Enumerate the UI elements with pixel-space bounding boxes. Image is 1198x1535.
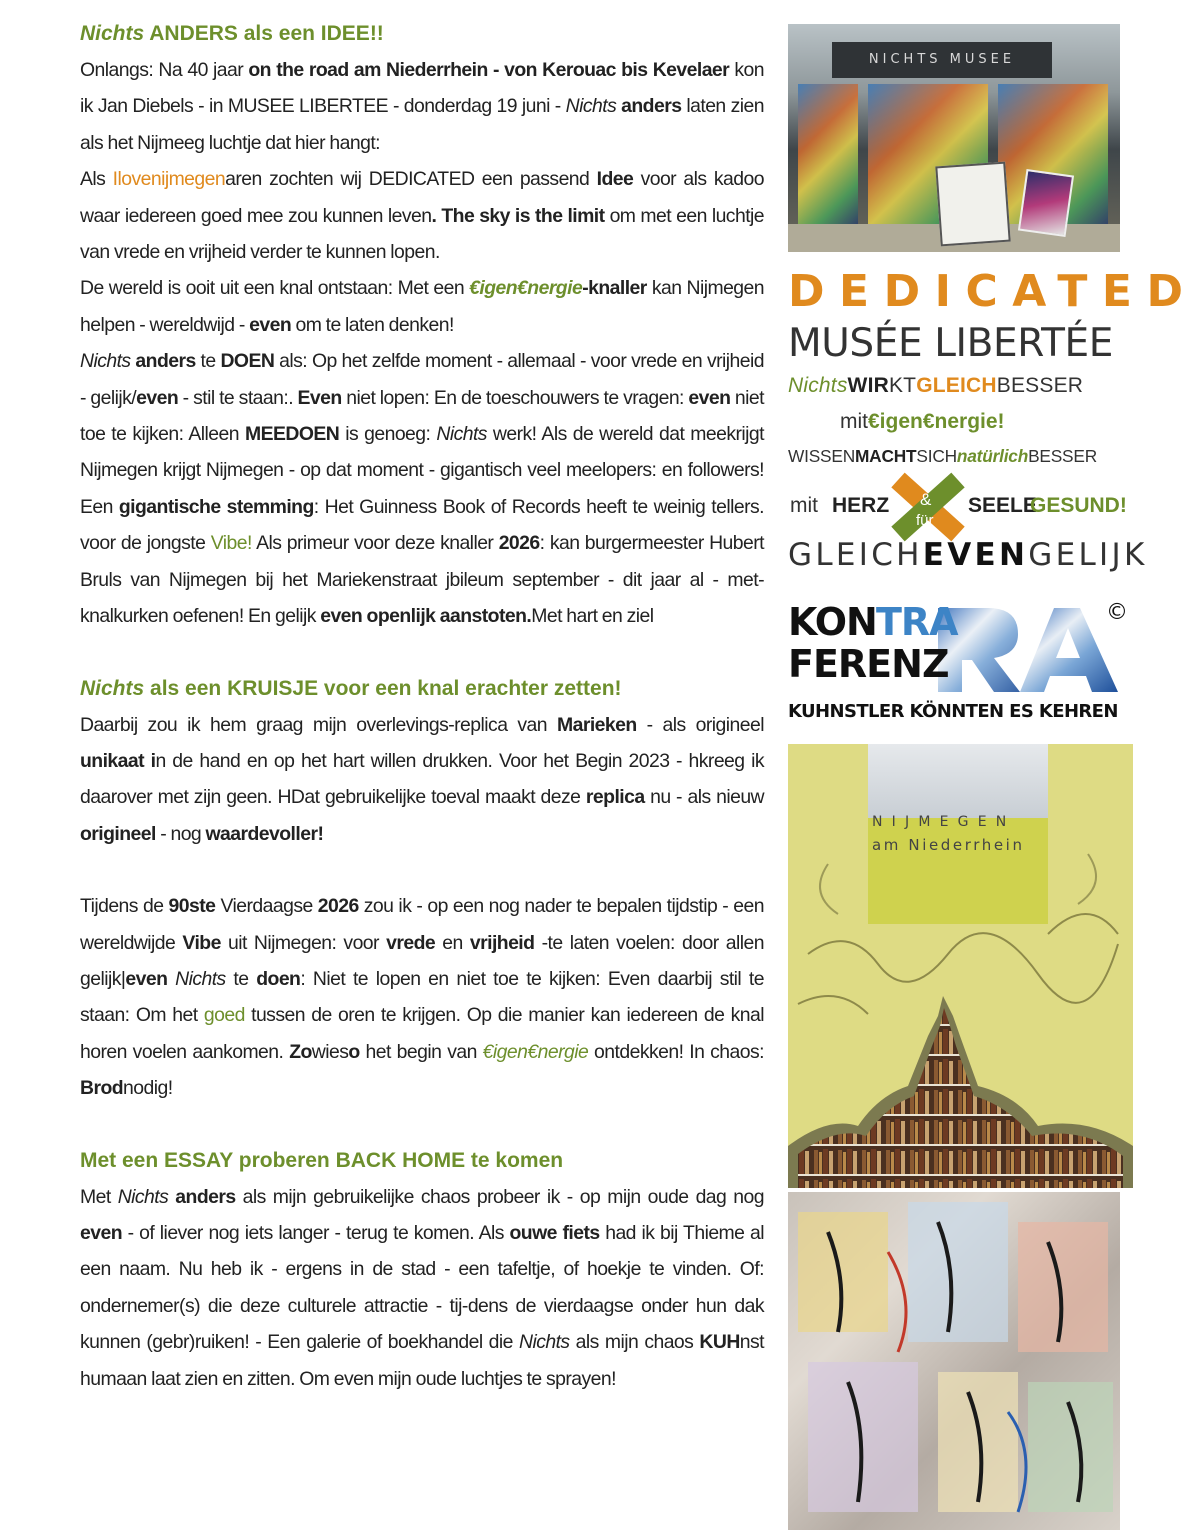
paragraph: Onlangs: Na 40 jaar on the road am Niederrhein - von Kerouac bis Kevelaer kon ik Jan Diebels - in MUSEE LIBERTEE - donderdag 19 juni - Nichts anders laten zien als het Nijmeeg luchtje dat hier hangt:: [80, 59, 764, 154]
article-column: [80, 16, 764, 1397]
spacer: [80, 852, 764, 888]
sidebar-column: [788, 0, 1198, 1531]
poster-sky: [868, 744, 1048, 818]
slogan-mit: mit€igen€nergie!: [840, 410, 1005, 433]
heading-text: als een KRUISJE voor een knal erachter zetten!: [144, 676, 622, 700]
gesund-word: GESUND!: [1030, 494, 1127, 517]
section-heading-2: [80, 671, 764, 707]
kuhnstler-tagline: KUHNSTLER KÖNNTEN ES KEHREN: [788, 701, 1118, 722]
seele-word: SEELE: [968, 494, 1037, 517]
section-heading-3: Met een ESSAY proberen BACK HOME te komen: [80, 1148, 564, 1172]
poster-subtitle: am Niederrhein: [872, 836, 1025, 854]
kon-text: KON: [788, 600, 877, 644]
musee-title: MUSÉE LIBERTÉE: [788, 321, 1114, 366]
paragraph: De wereld is ooit uit een knal ontstaan: Met een €igen€nergie-knaller kan Nijmegen helpen - wereldwijd - even om te laten denken!: [80, 277, 764, 336]
shop-window-left: [798, 84, 858, 224]
slogan-gleich: GLEICHEVENGELIJK: [788, 537, 1148, 573]
herz-word: HERZ: [832, 494, 890, 517]
sign-board: [935, 162, 1010, 247]
poster-board: [1018, 169, 1074, 237]
painting-art-icon: [788, 1192, 1120, 1530]
heading-text: ANDERS als een IDEE!!: [144, 22, 384, 45]
paragraph: Tijdens de 90ste Vierdaagse 2026 zou ik - op een nog nader te bepalen tijdstip - een wereldwijde Vibe uit Nijmegen: voor vrede en vrijheid -te laten voelen: door allen gelijk|even Nichts te doen: Niet te lopen en niet toe te kijken: Even daarbij stil te staan: Om het goed tussen de oren te krijgen. Op die manier kan iedereen de knal horen voelen aankomen. Zowieso het begin van €igen€nergie ontdekken! In chaos: Brodnodig!: [80, 895, 764, 1100]
dedicated-title: DEDICATED: [788, 266, 1198, 317]
library-silhouette-icon: [788, 996, 1133, 1188]
slogan-wissen: WISSENMACHTSICHnatürlichBESSER: [788, 446, 1097, 466]
cross-icon: [890, 476, 966, 538]
shop-photo: [788, 24, 1120, 252]
copyright-icon: ©: [1106, 600, 1128, 625]
paragraph: Daarbij zou ik hem graag mijn overlevings-replica van Marieken - als origineel unikaat in de hand en op het hart willen drukken. Voor het Begin 2023 - hkreeg ik daarover met zijn geen. HDat gebruikelijke toeval maakt deze replica nu - als nieuw origineel - nog waardevoller!: [80, 713, 765, 845]
ferenz-text: FERENZ: [788, 642, 949, 686]
paragraph: Als Ilovenijmegenaren zochten wij DEDICATED een passend Idee voor als kadoo waar iedereen goed mee zou kunnen leven. The sky is the limit om met een luchtje van vrede en vrijheid verder te kunnen lopen.: [80, 168, 765, 264]
slogan-nichts: NichtsWIRKTGLEICHBESSER: [788, 374, 1084, 397]
shop-sign: NICHTS MUSEE: [832, 42, 1052, 78]
ampersand: &: [920, 490, 932, 509]
painting-photo: [788, 1192, 1120, 1530]
poster-title: NIJMEGEN: [872, 814, 1016, 830]
nijmegen-poster: [788, 744, 1133, 1188]
fuer-text: für: [916, 512, 934, 529]
paragraph: Met Nichts anders als mijn gebruikelijke chaos probeer ik - op mijn oude dag nog even - of liever nog iets langer - terug te komen. Als ouwe fiets had ik bij Thieme al een naam. Nu heb ik - ergens in de stad - een tafeltje, of hoekje te vinden. Of: ondernemer(s) die deze culturele attractie - tij-dens de vierdaagse onder hun dak kunnen (gebr)ruiken! - Een galerie of boekhandel die Nichts als mijn chaos KUHnst humaan laat zien en zitten. Om even mijn oude luchtjes te sprayen!: [80, 1185, 764, 1390]
slogan-herz: [788, 476, 1128, 538]
kontraferenz-logo: [788, 600, 1128, 696]
spacer: [80, 635, 764, 671]
heading-italic: Nichts: [80, 22, 145, 45]
tra-text: TRA: [876, 600, 958, 644]
heading-italic: Nichts: [80, 676, 145, 700]
herz-mit: mit: [790, 494, 818, 517]
spacer: [80, 1107, 764, 1143]
paragraph: Nichts anders te DOEN als: Op het zelfde moment - allemaal - voor vrede en vrijheid - gelijk/even - stil te staan:. Even niet lopen: En de toeschouwers te vragen: even niet toe te kijken: Alleen MEEDOEN is genoeg: Nichts werk! Als de wereld dat meekrijgt Nijmegen krijgt Nijmegen - op dat moment - gigantisch veel meelopers: en followers! Een gigantische stemming: Het Guinness Book of Records heeft te weinig tellers. voor de jongste Vibe! Als primeur voor deze knaller 2026: kan burgermeester Hubert Bruls van Nijmegen bij het Mariekenstraat jbileum september - dit jaar al - met-knalkurken oefenen! En gelijk even openlijk aanstoten.Met hart en ziel: [80, 350, 765, 628]
poster-band: [868, 818, 1048, 924]
section-heading-1: [80, 16, 764, 52]
